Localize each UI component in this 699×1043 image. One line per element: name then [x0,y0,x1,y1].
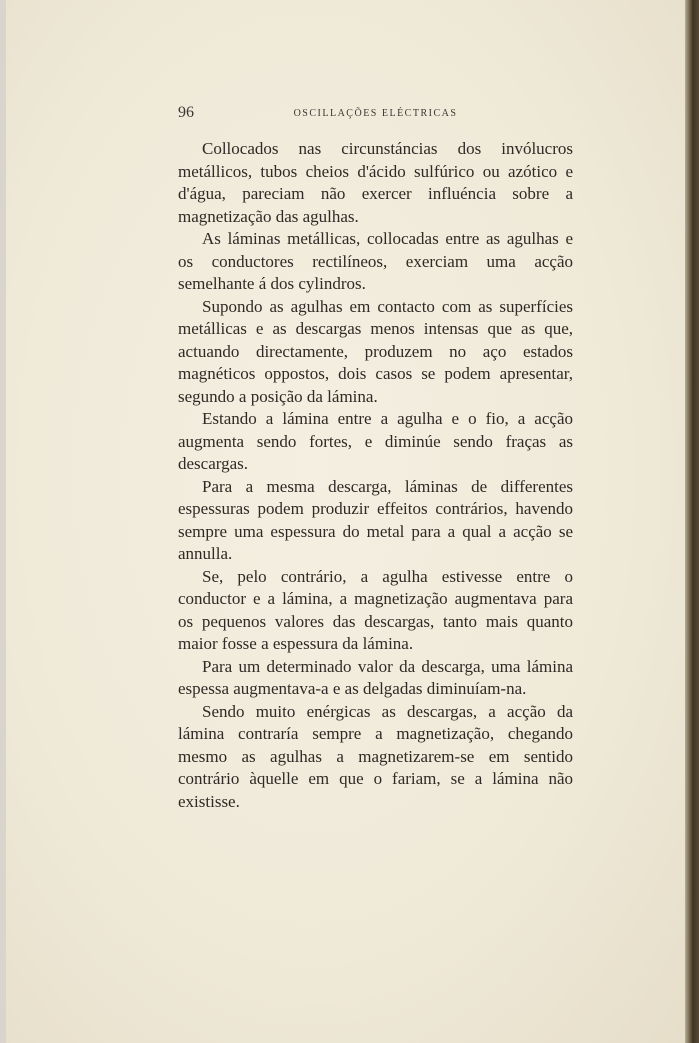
paragraph-4: Estando a lámina entre a agulha e o fio, a acção augmenta sendo fortes, e diminúe sendo fraças as descargas. [178,409,573,473]
book-binding-edge [685,0,699,1043]
paragraph-5: Para a mesma descarga, láminas de differentes espessuras podem produzir effeitos contrários, havendo sempre uma espessura do metal para a qual a acção se annulla. [178,476,573,563]
paragraph-7: Para um determinado valor da descarga, uma lámina espessa augmentava-a e as delgadas diminuíam-na. [178,656,573,698]
paragraph-6: Se, pelo contrário, a agulha estivesse entre o conductor e a lámina, a magnetização augmentava para os pequenos valores das descargas, tanto mais quanto maior fosse a espessura da lámina. [178,566,573,653]
page-sheet [6,0,685,1043]
running-title: OSCILLAÇÕES ELÉCTRICAS [293,108,458,119]
running-head [178,104,573,126]
paragraph-3: Supondo as agulhas em contacto com as superfícies metállicas e as descargas menos intensas que as que, actuando directamente, produzem no aço estados magnéticos oppostos, dois casos se podem apresentar, segundo a posição da lámina. [178,296,573,406]
text-block [178,104,573,813]
paragraph-2: As láminas metállicas, collocadas entre as agulhas e os conductores rectilíneos, exerciam uma acção semelhante á dos cylindros. [178,229,573,293]
paragraph-1: Collocados nas circunstáncias dos invólucros metállicos, tubos cheios d'ácido sulfúrico ou azótico e d'água, pareciam não exercer influéncia sobre a magnetização das agulhas. [178,139,573,226]
paragraph-8: Sendo muito enérgicas as descargas, a acção da lámina contraría sempre a magnetização, chegando mesmo as agulhas a magnetizarem-se em sentido contrário àquelle em que o fariam, se a lámina não existisse. [178,701,573,811]
page-number: 96 [178,104,194,121]
